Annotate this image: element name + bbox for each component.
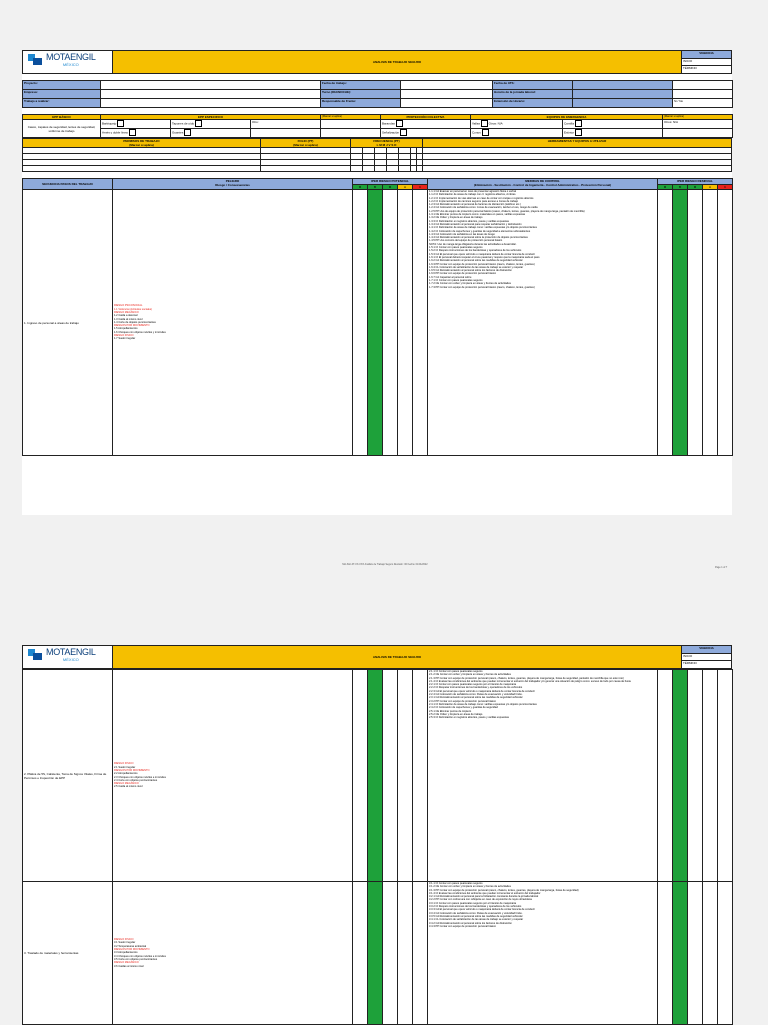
hazard-category: RIESGO FISICO [114,938,134,942]
col-medidas: MEDIDAS DE CONTROL (Eliminación - Sustitución - Control de Ingeniería - Control Administrativo - Protección Personal) [428,179,658,190]
turno-label: Turno (DIA/NOCHE): [321,90,401,99]
colectiva-item: Señalización [381,129,471,138]
fecha-trabajo-label: Fecha de trabajo: [321,81,401,90]
control-measure: 1.7.2 CE Contar con orden y limpieza en áreas y frentes de actividades [429,282,511,286]
fecha-ats-label: Fecha de ATS: [493,81,573,90]
herramientas-header: HERRAMIENTAS Y EQUIPOS A UTILIZAR [423,139,732,148]
control-measure: 2.4.1 CI Delimitación de áreas de trabajo como: varillas expuestas y/o objetos punzocortantes [429,702,537,706]
control-measure: 1.6.6 PP Contar con equipo de protección personal básico [429,272,497,276]
doc-title: ANALISIS DE TRABAJO SEGURO [113,646,682,669]
control-measure: 3.1.1 CI Contar con pasos peatonales seguros [429,882,483,885]
hazard-item: 2.5 Caída al mismo nivel [114,785,143,789]
main-table [22,178,733,456]
medidas-cell [428,190,658,456]
control-measure: 1.2.5 PP Uso de equipo de protección personal básico (casco, chaleco, lentes, guantes, playera de manga larga, pantalón de mezclilla) [429,209,585,213]
proteccion-header: PROTECCIÓN COLECTIVA [381,115,471,120]
si-label: Si [674,99,677,103]
control-measure: 1.7.3 PP Contar con equipo de protección personal básico (casco, chaleco, lentes, guantes) [429,285,535,289]
checkbox[interactable] [129,129,136,136]
checkbox[interactable] [482,129,489,136]
control-measure: 3.3.4 CA Colocación de señalética como: Rutas de evacuación y velocidad límite. [429,911,523,915]
control-measure: 1.2.3 CA Retroalimentación al personal de factores de distracción (teléfono etc.) [429,203,521,207]
hazard-item: 3.2 Temperaturas ambiental [114,944,147,948]
checkbox[interactable] [195,120,202,127]
extension-field[interactable] [573,99,673,108]
epp-item: Otro: [251,120,321,129]
hazard-category: RIESGOS POR MOVIMIENTO [114,768,150,772]
hazard-category: RIESGO FISICO [114,762,134,766]
level-m: M [383,185,398,190]
control-measure: 1.6.7 CA Capacitar al personal sobre [429,275,472,279]
fecha-ats-field[interactable] [573,81,673,90]
control-measure: 2.2.4 CA Colocación de señalética como: Rutas de evacuación y velocidad límite. [429,693,523,697]
permisos-header: PERMISOS DE TRABAJO (Marcar si aplica) [23,139,261,148]
control-measure: 2.1.3 PP Contar con equipo de protección personal (casco, chaleco, lentes, guantes, playera de manga larga, botas de seguridad, pantalón de mezclilla que no esté roto) [429,676,624,680]
control-measure: 1.2.1 CI Implementación de vías alternas en caso de contar con zanjas o registros abiertos [429,196,534,200]
hazard-category: RIESGOS POR MOVIMIENTO [114,948,150,952]
control-measure: 1.5.3 CA El personal que opere vehículo o maquinaria deberá de contar licencia de conducir [429,252,536,256]
control-measure: 1.4.3 CA Colocación de señalética en las áreas de riesgo [429,232,495,236]
hazard-item: 3.6 Caídas al mismo nivel [114,964,144,968]
checkbox[interactable] [184,129,191,136]
hazard-item: 1.4 Corte de objetos punzocortantes [114,320,156,324]
header-table-2 [22,645,732,669]
logo-mark-icon [28,649,44,661]
hazard-item: 1.6 Choques con objetos móviles y inmóviles [114,330,166,334]
vigencia-label: VIGENCIA [682,51,732,59]
control-measure: 3.3.1 CI Contar con pasos peatonales seguros por el tránsito de maquinaria [429,901,517,905]
epp-basico-text: Casco, zapatos de seguridad, lentes de seguridad, uniforme de trabajo [23,120,101,138]
horario-field[interactable] [573,90,673,99]
empresa-field[interactable] [101,90,321,99]
hazard-item: 2.3 Choques con objetos móviles e inmóviles [114,775,166,779]
checkbox[interactable] [575,129,582,136]
control-measure: 1.6.5 CA Retroalimentación al personal sobre los factores de distracción [429,269,512,273]
trabajo-field[interactable] [101,99,321,108]
empresa-label: Empresa: [23,90,101,99]
hazard-category: RIESGO PSICOSOCIAL [114,304,143,308]
control-measure: 2.4.2 CI Colocación de capuchones y guardas de seguridad [429,706,498,710]
logo [23,646,113,669]
responsable-field[interactable] [401,99,493,108]
control-measure: 2.1.2 CE Contar con orden y limpieza en áreas y frentes de actividades [429,673,511,677]
control-measure: 1.4.1 CI Delimitación de áreas de trabajo como: varillas expuestas y/o objetos punzocortantes [429,226,537,230]
hazard-item: 3.4 Choques con objetos móviles e inmóviles [114,954,166,958]
proyecto-field[interactable] [101,81,321,90]
control-measure: 1.3.2 CE Orden y limpieza en áreas de trabajo [429,216,483,220]
main-table-2 [22,669,733,1025]
header-table [22,50,732,74]
checkbox[interactable] [117,120,124,127]
logo-sub: MÉXICO [62,657,79,662]
col-secuencia: SECUENCIA PASOS DEL TRABAJO [23,179,113,190]
checkbox[interactable] [400,129,407,136]
emergencia-item: Extintor [563,129,663,138]
hazard-cell [113,190,353,456]
epp-basico-header: EPP BÁSICO [23,115,101,120]
control-measure: 2.5.2 CE Orden y limpieza en áreas de trabajo [429,712,483,716]
epp-item: Tapones de oído [171,120,251,129]
checkbox[interactable] [481,120,488,127]
control-measure: 1.3.3 CI Delimitación en registros abiertos, pasos y varillas expuestas [429,219,509,223]
logo-sub: MÉXICO [62,62,79,67]
level-m: M [353,185,368,190]
control-measure: 3.2.1 CA Retroalimentación al personal para la hidratación constante durante la jornada laboral [429,895,539,899]
control-measure: 2.3.2 PP Contar con equipo de protección personal básico [429,699,497,703]
control-measure: 2.1.4 CI Evaluar las condiciones del ambiente que puedan incrementar el esfuerzo del trabajador y/o generar una situación de peligro como: exceso de lodo por causa de lluvia [429,679,631,683]
control-measure: 1.3.1 CE Eliminar puntos de tropiezo como: materiales en pasos, varillas expuestas [429,213,526,217]
info-table: Proyecto: Fecha de trabajo: Fecha de ATS: Empresa: Turno (DIA/NOCHE): Horario de la jornada laboral: Trabajo a realizar: Responsable de Frente: Extensión de Horario: Si / No [22,80,733,108]
level-c: C [718,185,733,190]
control-measure: 2.5.3 CI Delimitación en registros abiertos, pasos y varillas expuestas [429,716,509,720]
control-measure: 1.2.4 CA Colocación de señalética como: zonas de evacuación, lamber el uso, riesgo de caída [429,206,538,210]
extension-label: Extensión de Horario: [493,99,573,108]
control-measure: 1.5.2 CI Respeto instrucciones de los banderistas y operadores de los vehículos [429,249,522,253]
logo-name: MOTAENGIL [46,52,96,62]
control-measure: 3.1.2 CE Contar con orden y limpieza en áreas y frentes de actividades [429,885,511,889]
termino-label: TÉRMINO [682,66,732,74]
step-cell: 2. Plática de 5S, Calistenia, Toma de Signos Vitales, Firma de Permisos e Inspección de EPP [23,670,113,882]
hazard-cell [113,882,353,1025]
control-measure: 1.6.4 CL Colocación de señalización de las áreas de trabajo se exterior y respetar [429,265,524,269]
control-measure: 1.6.2 CA Retroalimentación al personal sobre las medidas de seguridad vehicular [429,259,523,263]
inicio-label: INICIO [682,653,732,661]
logo [23,51,113,74]
control-measure: 2.3.1 CA Retroalimentación al personal sobre las medidas de seguridad vehicular [429,696,523,700]
no-label: No [679,99,684,103]
hazard-item: 2.2 Atropellamientos [114,772,138,776]
vigencia-label: VIGENCIA [682,646,732,654]
control-measure: 3.3.5 CA Retroalimentación al personal sobre las medidas de seguridad vehicular [429,914,523,918]
hazard-item: 1.7 Suelo irregular [114,337,136,341]
hazard-category: 1.1 Violencia (Actitudes sociales) [114,307,153,311]
epp-item: Guantes [171,129,251,138]
hazard-item: 1.3 Caída al mismo nivel [114,317,143,321]
level-m: M [658,185,673,190]
epp-especifico-header: EPP ESPECIFICO [101,115,321,120]
document-page-2 [22,645,732,1024]
level-b: B [368,185,383,190]
folio-header: FOLIO (PT) (Marcar si aplica) [261,139,351,148]
control-measure: NOTA: Uso de manga larga obligatoria durante las actividades a desarrollar. [429,242,517,246]
inicio-label: INICIO [682,58,732,66]
control-measure: 1.2.2 CI Implementación de caminos seguros para acceso a zonas de trabajo [429,199,519,203]
hazard-category: RIESGO MECÁNICO [114,310,139,314]
permisos-table [22,138,732,172]
control-measure: 1.1.1 CA Evacuar en personal en caso de presentar agresión física o verbal [429,190,516,193]
hazard-category: RIESGO MECÁNICO [114,782,139,786]
level-b: B [673,185,688,190]
proyecto-label: Proyecto: [23,81,101,90]
control-measure: 1.4.5 PP Uso correcto del equipo de protección personal básico [429,239,503,243]
control-measure: 3.1.3 PP Contar con equipo de protección personal (casco, chaleco, lentes, guantes, playera de manga larga, botas de seguridad) [429,888,579,892]
doc-title: ANALISIS DE TRABAJO SEGURO [113,51,682,74]
level-a: A [703,185,718,190]
hazard-category: RIESGO MECÁNICO [114,961,139,965]
control-measure: 3.3.2 CI Respeto instrucciones de los banderistas y operadores de los vehículos [429,905,522,909]
table-row [23,670,733,882]
step-cell: 1. Ingreso de personal a áreas de trabajo [23,190,113,456]
control-measure: 1.3.4 CA Retroalimentación al personal para respetar señalización y delimitación [429,222,522,226]
medidas-cell [428,670,658,882]
control-measure: 1.7.1 CI Contar con pasos peatonales seguros [429,279,483,283]
hazard-item: 3.5 Corte con objetos punzocortantes [114,957,158,961]
medidas-cell [428,882,658,1025]
epp-item: Arnés y doble línea [101,129,171,138]
turno-field[interactable] [401,90,493,99]
hazard-category: RIESGO FISICO [114,334,134,338]
control-measure: 3.1.4 CI Evaluar las condiciones del ambiente que puedan incrementar el esfuerzo del trabajador [429,891,541,895]
fecha-trabajo-field[interactable] [401,81,493,90]
logo-name: MOTAENGIL [46,647,96,657]
document-page-1 [22,50,732,515]
checkbox[interactable] [575,120,582,127]
control-measure: 3.4.2 CA Retroalimentación al personal sobre los factores de distracción [429,921,512,925]
control-measure: 1.5.1 CI Contar con pasos peatonales seguros [429,246,483,250]
control-measure: 3.4.1 CL Colocación de señalización de las áreas de trabajo se exterior y respetar [429,918,524,922]
checkbox[interactable] [396,120,403,127]
epp-item: Barbiquejo [101,120,171,129]
hazard-item: 3.3 Atropellamientos [114,951,138,955]
emergencia-header: EQUIPOS DE EMERGENCIA [471,115,663,120]
control-measure: 1.6.1 CI El personal deberá respetar el cruce peatonal y respeto que la maquinaria seda el paso [429,255,540,259]
control-measure: 2.2.1 CI Contar con pasos peatonales seguros por el tránsito de maquinaria [429,683,517,687]
epp-marcar: (Marcar si aplica) [321,115,381,120]
hazard-item: 1.2 Caída a desnivel [114,314,138,318]
control-measure: 2.5.1 CE Eliminar puntos de tropiezo [429,709,472,713]
logo-mark-icon [28,54,44,66]
control-measure: 2.2.2 CI Respetar instrucciones de los banderistas y operadores de los vehículos [429,686,523,690]
control-measure: 3.2.2 PP Contar con cubrenuca con refléjante en caso de exposición de rayos ultravioleta [429,898,532,902]
horario-label: Horario de la jornada laboral: [493,90,573,99]
control-measure: 2.1.1 CI Contar con pasos peatonales seguros [429,670,483,673]
table-row [23,882,733,1025]
control-measure: 1.1.2 CI Delimitación de áreas de trabajo con cl. registros abiertos, cimbras. [429,193,517,197]
control-measure: 2.2.3 CA El personal que opere vehículo o maquinaria deberá de contar licencia de conducir [429,689,535,693]
level-m: M [688,185,703,190]
col-iper-res: IPER RIESGO RESIDUAL [658,179,733,185]
level-a: A [398,185,413,190]
emergencia-marcar: (Marcar si aplica) [663,115,733,120]
hazard-category: RIESGOS POR MOVIMIENTO [114,324,150,328]
level-c: C [413,185,428,190]
page-footer: MA-SGI-FT-XX-XXX Análisis de Trabajo Seguro Revisión: 00 Fecha: 01/01/2022 [342,563,428,566]
trabajo-label: Trabajo a realizar: [23,99,101,108]
col-iper: IPER RIESGO POTENCIAL [353,179,428,185]
emergencia-item: Camilla [563,120,663,129]
control-measure: 1.4.2 CI Colocación de capuchones y guardas de seguridad a elementos sobresalientes [429,229,531,233]
control-measure: 3.4.3 PP Contar con equipo de protección personal básico [429,924,497,928]
hazard-item: 2.4 Corte con objetos punzocortantes [114,778,158,782]
control-measure: 1.6.3 PP Contar con equipo de protección personal básico (casco, chaleco, lentes, guantes) [429,262,535,266]
epp-table [22,114,733,138]
colectiva-item: Conos [471,129,563,138]
responsable-label: Responsable de Frente: [321,99,401,108]
page-number: Page 1 of 7 [715,566,728,569]
termino-label: TÉRMINO [682,661,732,669]
control-measure: 1.4.4 CA Retroalimentación al personal sobre la protección de objetos punzocortantes [429,236,528,240]
col-peligro: PELIGRO Riesgo / Consecuencias [113,179,353,190]
colectiva-item: Vallas Otros: N/A [471,120,563,129]
hazard-item: 2.1 Suelo irregular [114,765,136,769]
emergencia-item: Otros: N/A [663,120,733,129]
hazard-item: 3.1 Suelo irregular [114,941,136,945]
control-measure: 3.3.3 CA El personal que opere vehículo o maquinaria deberá de contar licencia de conducir [429,908,535,912]
frecuencia-header: FRECUENCIA (PT) L M M J V S D [351,139,423,148]
hazard-item: 1.5 Atropellamientos [114,327,138,331]
colectiva-item: Barandas [381,120,471,129]
step-cell: 3. Traslado de materiales y herramientas [23,882,113,1025]
hazard-cell [113,670,353,882]
table-row [23,190,733,456]
